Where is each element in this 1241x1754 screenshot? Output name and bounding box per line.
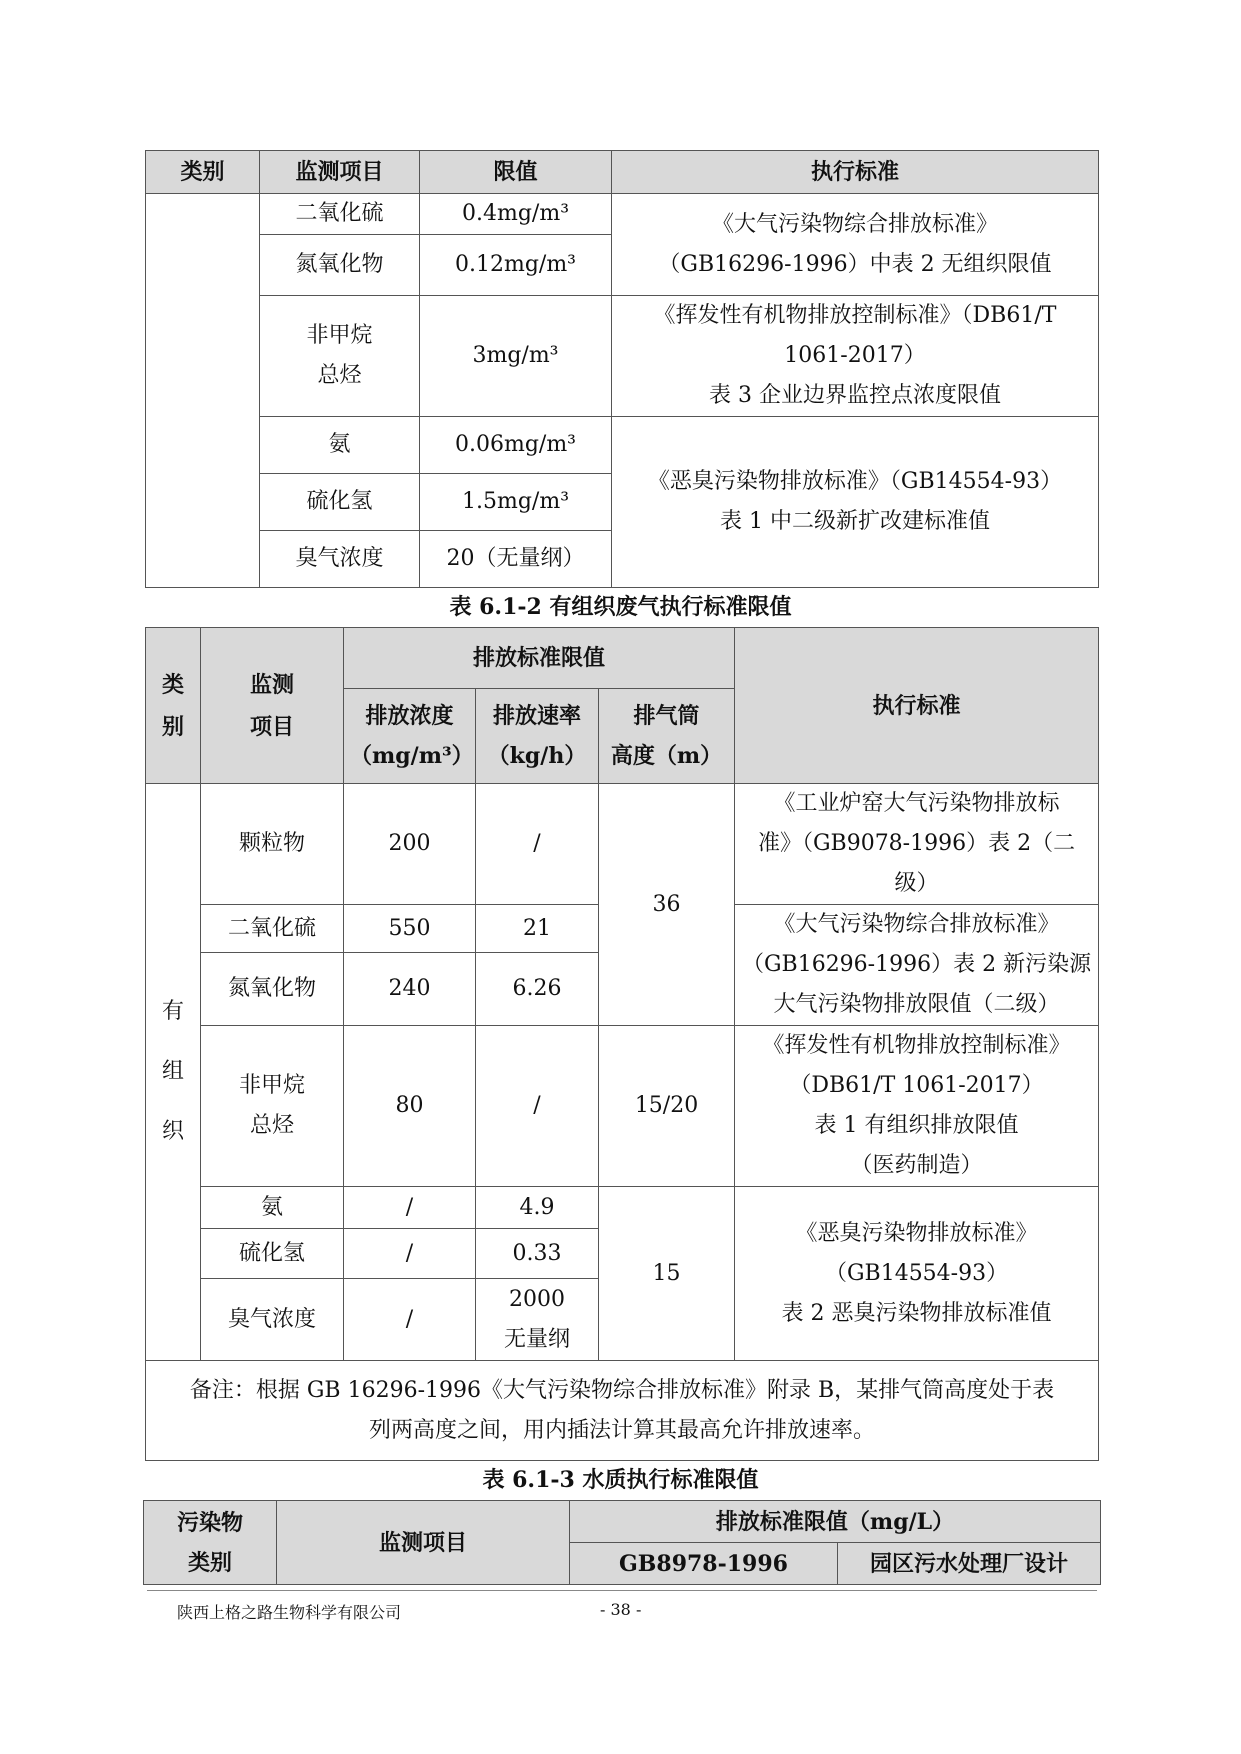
header-limits: 排放标准限值 (344, 628, 735, 689)
table-row-rate: 0.33 (476, 1229, 599, 1279)
footer-company: 陕西上格之路生物科学有限公司 (177, 1603, 402, 1622)
table-row-limit: 3mg/m³ (420, 296, 612, 417)
standard-cell: 《恶臭污染物排放标准》（GB14554-93） 表 1 中二级新扩改建标准值 (612, 417, 1099, 588)
header-standard: 执行标准 (612, 151, 1099, 194)
standard-cell: 《挥发性有机物排放控制标准》（DB61/T 1061-2017） 表 3 企业边界监控点浓度限值 (612, 296, 1099, 417)
header-limits: 排放标准限值（mg/L） (570, 1501, 1101, 1543)
table-note: 备注：根据 GB 16296-1996《大气污染物综合排放标准》附录 B，某排气筒高度处于表 列两高度之间，用内插法计算其最高允许排放速率。 (146, 1361, 1099, 1461)
table-row-item: 非甲烷 总烃 (201, 1026, 344, 1187)
header-pollutant-category: 污染物 类别 (144, 1501, 277, 1585)
table-row-item: 臭气浓度 (260, 531, 420, 588)
header-rate: 排放速率 （kg/h） (476, 689, 599, 784)
table-row-limit: 1.5mg/m³ (420, 474, 612, 531)
header-standard: 执行标准 (735, 628, 1099, 784)
height-cell: 36 (599, 784, 735, 1026)
table-row-conc: 550 (344, 905, 476, 953)
header-category: 类 别 (146, 628, 201, 784)
footer-page-number: - 38 - (600, 1600, 642, 1619)
table-row-item: 氮氧化物 (201, 953, 344, 1026)
table-row-item: 氨 (201, 1187, 344, 1229)
table-row-limit: 0.12mg/m³ (420, 235, 612, 296)
table-row-limit: 20（无量纲） (420, 531, 612, 588)
table-row-rate: 2000 无量纲 (476, 1279, 599, 1361)
table-row-conc: / (344, 1279, 476, 1361)
header-item: 监测项目 (277, 1501, 570, 1585)
standard-cell: 《工业炉窑大气污染物排放标 准》（GB9078-1996）表 2（二 级） (735, 784, 1099, 905)
caption-table-6-1-3: 表 6.1-3 水质执行标准限值 (482, 1467, 759, 1493)
table-row-item: 非甲烷 总烃 (260, 296, 420, 417)
table-row-item: 二氧化硫 (201, 905, 344, 953)
table-organized-gas (145, 627, 1099, 1461)
table-row-conc: 200 (344, 784, 476, 905)
table-row-item: 颗粒物 (201, 784, 344, 905)
standard-cell: 《大气污染物综合排放标准》 （GB16296-1996）表 2 新污染源 大气污染物排放限值（二级） (735, 905, 1099, 1026)
table-row-limit: 0.4mg/m³ (420, 194, 612, 235)
height-cell: 15 (599, 1187, 735, 1361)
table-row-item: 二氧化硫 (260, 194, 420, 235)
header-category: 类别 (146, 151, 260, 194)
standard-cell: 《恶臭污染物排放标准》 （GB14554-93） 表 2 恶臭污染物排放标准值 (735, 1187, 1099, 1361)
table-water-quality (143, 1500, 1101, 1585)
table-row-item: 氮氧化物 (260, 235, 420, 296)
standard-cell: 《大气污染物综合排放标准》 （GB16296-1996）中表 2 无组织限值 (612, 194, 1099, 296)
table-row-rate: 6.26 (476, 953, 599, 1026)
header-gb8978: GB8978-1996 (570, 1543, 838, 1585)
table-unorganized-gas (145, 150, 1099, 588)
category-cell: 有 组 织 (146, 784, 201, 1361)
header-park-design: 园区污水处理厂设计 (838, 1543, 1101, 1585)
table-row-rate: 4.9 (476, 1187, 599, 1229)
header-concentration: 排放浓度 （mg/m³） (344, 689, 476, 784)
table-row-item: 硫化氢 (260, 474, 420, 531)
table-row-limit: 0.06mg/m³ (420, 417, 612, 474)
standard-cell: 《挥发性有机物排放控制标准》 （DB61/T 1061-2017） 表 1 有组织排放限值 （医药制造） (735, 1026, 1099, 1187)
caption-table-6-1-2: 表 6.1-2 有组织废气执行标准限值 (449, 594, 792, 620)
table-row-item: 硫化氢 (201, 1229, 344, 1279)
table-row-item: 氨 (260, 417, 420, 474)
table-row-rate: 21 (476, 905, 599, 953)
table-row-conc: 240 (344, 953, 476, 1026)
table-row-conc: 80 (344, 1026, 476, 1187)
header-limit: 限值 (420, 151, 612, 194)
table-row-conc: / (344, 1229, 476, 1279)
height-cell: 15/20 (599, 1026, 735, 1187)
category-cell (146, 194, 260, 588)
table-row-item: 臭气浓度 (201, 1279, 344, 1361)
table-row-rate: / (476, 1026, 599, 1187)
footer-divider (147, 1590, 1097, 1591)
header-item: 监测项目 (260, 151, 420, 194)
table-row-conc: / (344, 1187, 476, 1229)
header-item: 监测 项目 (201, 628, 344, 784)
table-row-rate: / (476, 784, 599, 905)
header-height: 排气筒 高度（m） (599, 689, 735, 784)
